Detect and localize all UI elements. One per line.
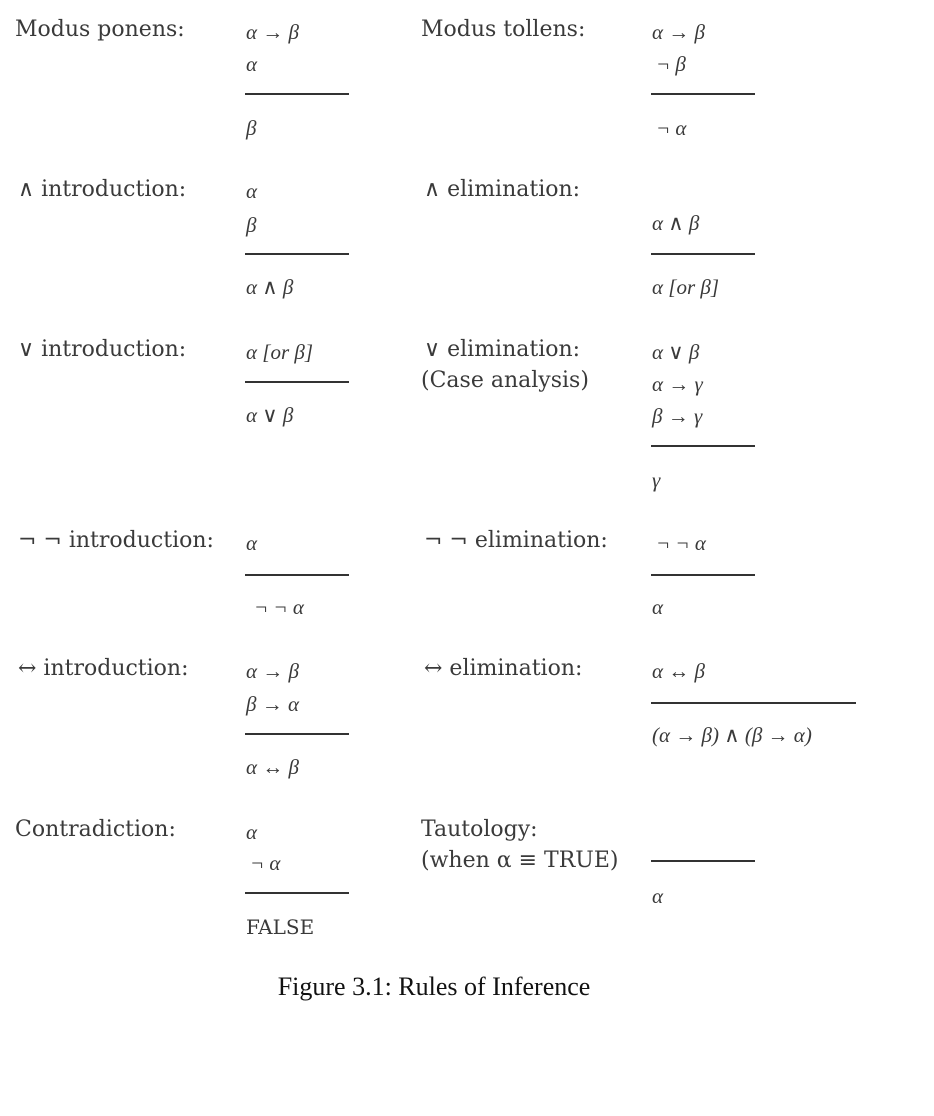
modus-tollens-name: Modus tollens: [421,17,586,42]
and-elimination-premise-1: α ∧ β [652,211,700,235]
and-elimination-name: ∧ elimination: [424,177,581,202]
and-introduction-premise-2: β [246,213,257,237]
or-introduction-conclusion: α ∨ β [246,403,294,427]
or-introduction-name: ∨ introduction: [18,337,187,362]
contradiction-premise-2: ¬ α [250,851,281,875]
modus-ponens-inference-bar [245,93,349,95]
or-introduction-premise-1: α [or β] [246,340,313,364]
and-elimination-inference-bar [651,253,755,255]
tautology-inference-bar [651,860,755,862]
modus-ponens-premise-2: α [246,52,258,76]
tautology-subname: (when α ≡ TRUE) [421,848,619,873]
modus-tollens-premise-2: ¬ β [656,52,686,76]
and-introduction-premise-1: α [246,179,258,203]
modus-ponens-conclusion: β [246,116,257,140]
or-elimination-premise-1: α ∨ β [652,340,700,364]
double-negation-elimination-conclusion: α [652,595,664,619]
modus-ponens-premise-1: α → β [246,20,299,44]
or-elimination-name: ∨ elimination: [424,337,581,362]
or-introduction-inference-bar [245,381,349,383]
double-negation-introduction-premise-1: α [246,531,258,555]
or-elimination-inference-bar [651,445,755,447]
double-negation-introduction-conclusion: ¬ ¬ α [254,595,304,619]
biconditional-introduction-conclusion: α ↔ β [246,755,299,779]
and-introduction-name: ∧ introduction: [18,177,187,202]
biconditional-introduction-premise-1: α → β [246,659,299,683]
modus-tollens-conclusion: ¬ α [656,116,687,140]
double-negation-elimination-name: ¬ ¬ elimination: [424,528,608,553]
biconditional-elimination-name: ↔ elimination: [424,656,583,681]
double-negation-introduction-inference-bar [245,574,349,576]
or-elimination-subname: (Case analysis) [421,368,589,393]
biconditional-introduction-name: ↔ introduction: [18,656,189,681]
or-elimination-conclusion: γ [652,468,661,492]
modus-tollens-inference-bar [651,93,755,95]
double-negation-elimination-premise-1: ¬ ¬ α [656,531,706,555]
or-elimination-premise-2: α → γ [652,372,703,396]
and-elimination-conclusion: α [or β] [652,275,719,299]
double-negation-introduction-name: ¬ ¬ introduction: [18,528,214,553]
biconditional-introduction-inference-bar [245,733,349,735]
biconditional-elimination-conclusion: (α → β) ∧ (β → α) [652,723,812,747]
biconditional-elimination-inference-bar [651,702,856,704]
and-introduction-inference-bar [245,253,349,255]
figure-caption: Figure 3.1: Rules of Inference [277,972,591,1001]
modus-tollens-premise-1: α → β [652,20,705,44]
contradiction-premise-1: α [246,820,258,844]
modus-ponens-name: Modus ponens: [15,17,185,42]
tautology-conclusion: α [652,884,664,908]
contradiction-inference-bar [245,892,349,894]
or-elimination-premise-3: β → γ [652,404,703,428]
contradiction-name: Contradiction: [15,817,176,842]
double-negation-elimination-inference-bar [651,574,755,576]
contradiction-conclusion: FALSE [246,915,315,939]
biconditional-introduction-premise-2: β → α [246,692,299,716]
tautology-name: Tautology: [421,817,538,842]
and-introduction-conclusion: α ∧ β [246,275,294,299]
biconditional-elimination-premise-1: α ↔ β [652,659,705,683]
